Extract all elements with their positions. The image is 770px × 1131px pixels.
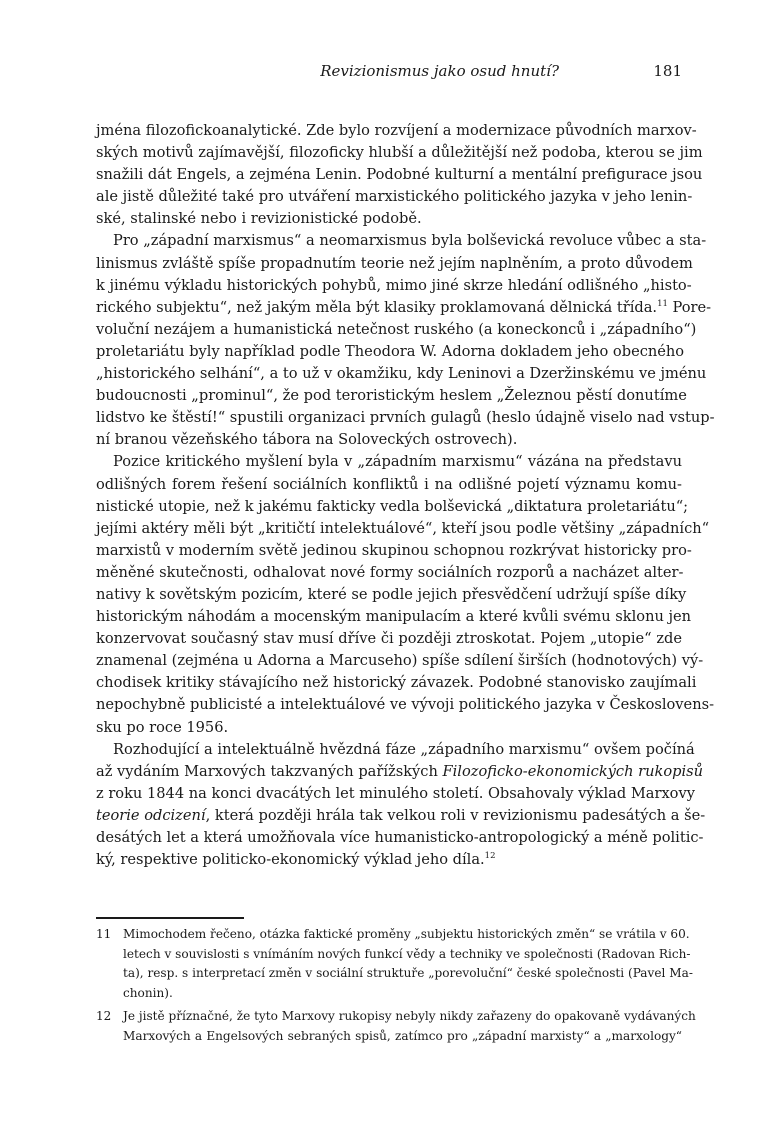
text-line — [96, 451, 682, 473]
line-text: „historického selhání“, a to už v okamžiku, kdy Leninovi a Dzeržinskému ve jménu — [96, 365, 707, 383]
text-line — [96, 783, 695, 805]
footnote-number: 12 — [96, 1009, 112, 1023]
line-text: budoucnosti „prominul“, že pod teroristickým heslem „Železnou pěstí donutíme — [96, 387, 687, 405]
line-text: lidstvo ke štěstí!“ spustili organizaci prvních gulagů (heslo údajně viselo nad vstup- — [96, 409, 715, 427]
text-line — [96, 275, 692, 297]
footnote-number: 11 — [96, 927, 112, 941]
text-line — [96, 628, 682, 650]
page-number: 181 — [653, 62, 682, 80]
line-text: nativy k sovětským pozicím, které se podle jejich přesvědčení udržují spíše díky — [96, 585, 687, 603]
footnote — [96, 1007, 696, 1046]
text-line — [96, 385, 687, 407]
line-text: měněné skutečnosti, odhalovat nové formy sociálních rozporů a nacházet alter- — [96, 563, 684, 581]
line-text: Pro „západní marxismus“ a neomarxismus byla bolševická revoluce vůbec a sta- — [113, 232, 707, 250]
line-text: linismus zvláště spíše propadnutím teorie než jejím naplněním, a proto důvodem — [96, 254, 693, 272]
text-line — [96, 849, 682, 871]
footnote-separator — [96, 917, 244, 919]
paragraph — [96, 230, 715, 451]
text-line — [96, 164, 703, 186]
line-text: desátých let a která umožňovala více humanisticko-antropologický a méně politic- — [96, 829, 704, 846]
line-text: konzervovat současný stav musí dříve či později ztroskotat. Pojem „utopie“ zde — [96, 630, 682, 648]
text-line — [96, 142, 703, 164]
paragraph — [96, 120, 703, 230]
text-line — [96, 341, 685, 363]
footnote-line: Marxových a Engelsových sebraných spisů, zatímco pro „západní marxisty“ a „marxology“ — [123, 1028, 682, 1043]
line-text: nepochybně publicisté a intelektuálové ve vývoji politického jazyka v Českoslovens- — [96, 696, 715, 714]
footnote-reference: 11 — [657, 298, 668, 309]
line-text: jména filozofickoanalytické. Zde bylo rozvíjení a modernizace původních marxov- — [96, 122, 697, 139]
line-text: historickým náhodám a mocenským manipulacím a které kvůli svému sklonu jen — [96, 608, 692, 626]
text-line — [96, 761, 704, 783]
line-text: marxistů v moderním světě jedinou skupinou schopnou rozkrývat historicky pro- — [96, 541, 692, 559]
main-text — [96, 120, 715, 871]
footnote-line: Je jistě příznačné, že tyto Marxovy rukopisy nebyly nikdy zařazeny do opakovaně vydávaných — [123, 1009, 696, 1023]
line-text: snažili dát Engels, a zejména Lenin. Podobné kulturní a mentální prefigurace jsou — [96, 166, 703, 184]
text-line — [96, 208, 682, 230]
line-text: ní branou vězeňského tábora na Soloveckých ostrovech). — [96, 431, 518, 449]
footnote-line: ta), resp. s interpretací změn v sociální struktuře „porevoluční“ české společnosti (Pavel Ma- — [123, 966, 693, 980]
text-line — [96, 562, 682, 584]
footnote-line: letech v souvislosti s vnímáním nových funkcí vědy a techniky ve společnosti (Radovan Rich- — [123, 946, 691, 961]
text-line — [96, 363, 707, 385]
text-line — [96, 518, 710, 540]
line-text: ký, respektive politicko-ekonomický výklad jeho díla. — [96, 851, 485, 869]
footnote — [96, 925, 693, 1003]
line-text: voluční nezájem a humanistická netečnost ruského (a koneckonců i „západního“) — [96, 320, 697, 338]
running-header — [96, 62, 682, 84]
text-line — [96, 319, 697, 341]
text-line — [96, 805, 706, 827]
line-text: Rozhodující a intelektuálně hvězdná fáze „západního marxismu“ ovšem počíná — [113, 740, 695, 758]
text-line — [96, 584, 687, 606]
text-line — [96, 253, 693, 275]
line-text: ských motivů zajímavější, filozoficky hlubší a důležitější než podoba, kterou se jim — [96, 144, 703, 162]
paragraph — [96, 451, 715, 738]
text-line — [96, 297, 712, 319]
paragraph — [96, 739, 706, 872]
text-line — [96, 230, 707, 252]
line-text: až vydáním Marxových takzvaných pařížských — [96, 762, 443, 780]
line-text: rického subjektu“, než jakým měla být klasiky proklamovaná dělnická třída. — [96, 298, 658, 316]
line-text: sku po roce 1956. — [96, 718, 229, 736]
line-text: Pozice kritického myšlení byla v „západním marxismu“ vázána na představu — [113, 453, 682, 471]
line-text: chodisek kritiky stávajícího než historický závazek. Podobné stanovisko zaujímali — [96, 674, 697, 692]
text-line — [96, 694, 715, 716]
line-text: ské, stalinské nebo i revizionistické podobě. — [96, 210, 422, 228]
text-line — [96, 186, 693, 208]
footnote-line: chonin). — [123, 985, 173, 1000]
line-text-continued: Pore- — [667, 298, 712, 316]
line-text: ale jistě důležité také pro utváření marxistického politického jazyka v jeho lenin- — [96, 188, 693, 206]
text-line — [96, 407, 715, 429]
footnotes — [96, 925, 696, 1046]
text-line — [96, 739, 695, 761]
text-line — [96, 496, 689, 518]
text-line — [96, 429, 682, 451]
line-text-continued: , která později hrála tak velkou roli v revizionismu padesátých a še- — [205, 806, 706, 824]
line-text: z roku 1844 na konci dvacátých let minulého století. Obsahovaly výklad Marxovy — [96, 784, 695, 802]
text-line — [96, 474, 682, 496]
line-text: proletariátu byly například podle Theodora W. Adorna dokladem jeho obecného — [96, 342, 685, 360]
line-text: nistické utopie, než k jakému fakticky vedla bolševická „diktatura proletariátu“; — [96, 497, 689, 515]
line-text: znamenal (zejména u Adorna a Marcuseho) spíše sdílení širších (hodnotových) vý- — [96, 652, 704, 670]
text-line — [96, 606, 692, 628]
text-line — [96, 672, 697, 694]
text-line — [96, 827, 704, 849]
text-line — [96, 717, 682, 739]
footnote-reference: 12 — [484, 851, 496, 862]
line-text: jejími aktéry měli být „kritičtí intelektuálové“, kteří jsou podle většiny „západních“ — [96, 519, 710, 537]
line-text: odlišných forem řešení sociálních konfliktů i na odlišné pojetí významu komu- — [96, 475, 682, 493]
italic-text: Filozoficko-ekonomických rukopisů — [442, 762, 704, 780]
italic-text: teorie odcizení — [96, 806, 206, 824]
text-line — [96, 540, 692, 562]
text-line — [96, 120, 697, 142]
running-title: Revizionismus jako osud hnutí? — [320, 62, 559, 80]
line-text: k jinému výkladu historických pohybů, mimo jiné skrze hledání odlišného „histo- — [96, 276, 692, 294]
text-line — [96, 650, 704, 672]
footnote-line: Mimochodem řečeno, otázka faktické proměny „subjektu historických změn“ se vrátila v 60. — [123, 927, 690, 941]
